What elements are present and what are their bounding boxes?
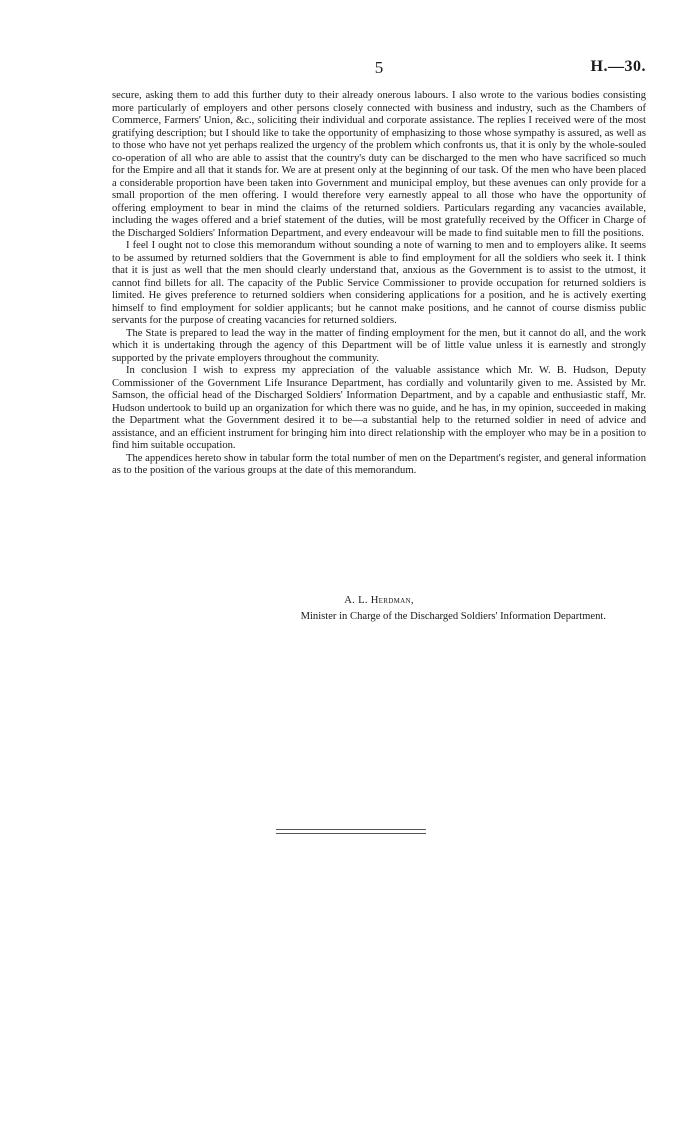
document-code: H.—30. — [590, 58, 646, 75]
closing-rule — [276, 829, 426, 834]
paragraph-continuation: secure, asking them to add this further duty to their already onerous labours. I also wrote to the various bodies consisting more particularly of employers and other persons closely connected with business and industry, such as the Chambers of Commerce, Farmers' Union, &c., soliciting their individual and corporate assistance. The replies I received were of the most gratifying description; but I should like to take the opportunity of emphasizing to those whose sympathy is assured, as well as to those who have not yet perhaps realized the urgency of the problem which confronts us, that it is only by the whole-souled co-operation of all who are able to assist that the country's duty can be discharged to the men who have sacrificed so much for the Empire and all that it stands for. We are at present only at the beginning of our task. Of the men who have been placed a considerable proportion have been taken into Government and municipal employ, but these avenues can only provide for a small proportion of the men offering. I would therefore very earnestly appeal to all those who have the opportunity of offering employment to bear in mind the claims of the returned soldiers. Particulars regarding any vacancies available, including the wages offered and a brief statement of the duties, will be most gratefully received by the Officer in Charge of the Discharged Soldiers' Information Department, and every endeavour will be made to find suitable men to fill the positions. — [112, 90, 646, 239]
paragraph-warning: I feel I ought not to close this memorandum without sounding a note of warning to men and to employers alike. It seems to be assumed by returned soldiers that the Government is able to find employment for all the soldiers who seek it. I think that it is just as well that the men should clearly understand that, anxious as the Government is to assist to the utmost, it cannot find billets for all. The capacity of the Public Service Commissioner to provide occupation for returned soldiers is limited. He gives preference to returned soldiers when considering applications for a position, and he is actively exerting himself to find employment for soldier applicants; but he cannot make positions, and he cannot of course dismiss public servants for the purpose of creating vacancies for returned soldiers. — [112, 240, 646, 326]
paragraph-appendices: The appendices hereto show in tabular form the total number of men on the Department's register, and general information as to the position of the various groups at the date of this memorandum. — [112, 452, 646, 476]
signatory-title: Minister in Charge of the Discharged Soldiers' Information Department. — [300, 611, 606, 622]
memorandum-body — [112, 90, 646, 478]
signatory-title-block — [112, 611, 646, 622]
paragraph-state: The State is prepared to lead the way in the matter of finding employment for the men, but it cannot do all, and the work which it is undertaking through the agency of this Department will be of little value unless it is earnestly and strongly supported by the private employers throughout the community. — [112, 327, 646, 364]
page-header — [112, 58, 646, 80]
signatory-name: A. L. Herdman, — [344, 595, 414, 606]
page-number: 5 — [374, 58, 384, 77]
paragraph-conclusion: In conclusion I wish to express my appreciation of the valuable assistance which Mr. W. B. Hudson, Deputy Commissioner of the Government Life Insurance Department, has cordially and voluntarily given to me. Assisted by Mr. Samson, the official head of the Discharged Soldiers' Information Department, and by a capable and enthusiastic staff, Mr. Hudson undertook to build up an organization for which there was no guide, and he has, in my opinion, succeeded in making the Department what the Government desired it to be—a substantial help to the returned soldier in need of advice and assistance, and an efficient instrument for bringing him into direct relationship with the employer who may be in a position to find him suitable occupation. — [112, 365, 646, 451]
